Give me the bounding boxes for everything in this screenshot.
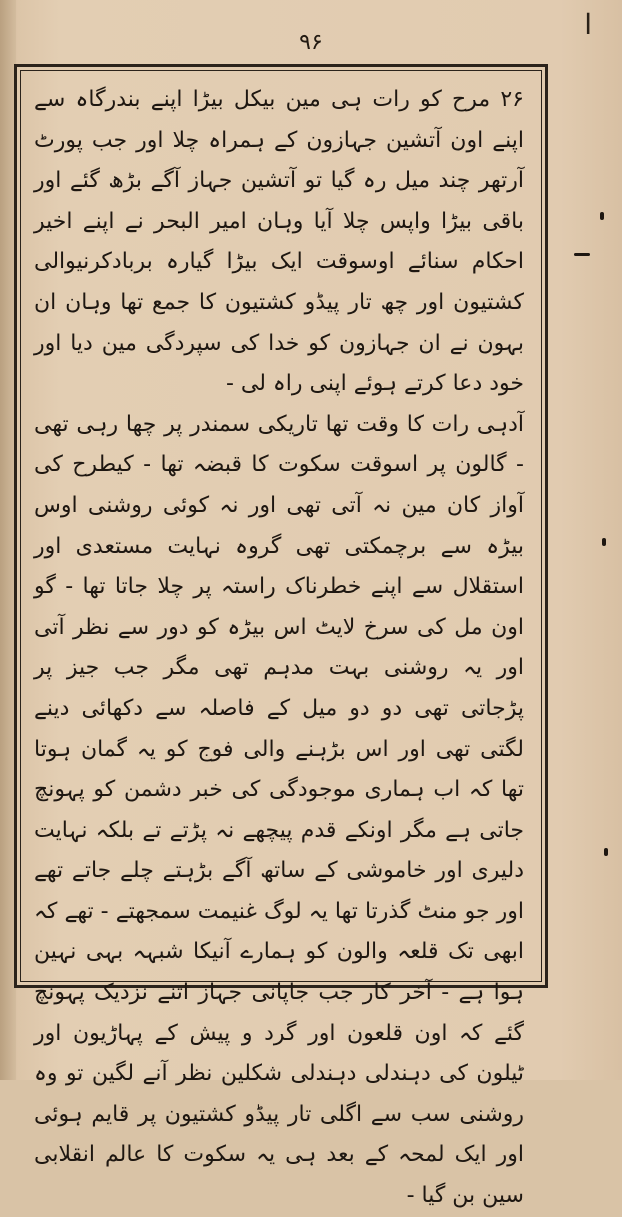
margin-mark — [602, 538, 606, 546]
margin-mark — [604, 848, 608, 856]
paragraph-2: آدہی رات کا وقت تھا تاریکی سمندر پر چھا رہی تھی - گالون پر اسوقت سکوت کا قبضہ تھا - کیطرح کی آواز کان مین نہ آتی تھی اور نہ کوئی روشنی اوس بیڑہ سے برچمکتی تھی گروہ نہایت مستعدی اور استقلال سے اپنے خطرناک راستہ پر چلا جاتا تھا - گو اون مل کی سرخ لایٹ اس بیڑہ کو دور سے نظر آتی اور یہ روشنی بہت مدہم تھی مگر جب جیز پر پڑجاتی تھی دو دو میل کے فاصلہ سے دکھائی دینے لگتی تھی اور اس بڑہنے والی فوج کو یہ گمان ہوتا تھا کہ اب ہماری موجودگی کی خبر دشمن کو پہونچ جاتی ہے مگر اونکے قدم پیچھے نہ پڑتے تے بلکہ نہایت دلیری اور خاموشی کے ساتھ آگے بڑہتے چلے جاتے تھے اور جو منٹ گذرتا تھا یہ لوگ غنیمت سمجھتے - تھے کہ ابھی تک قلعہ والون کو ہمارے آنیکا شبہہ بہی نہین ہوا ہے - آخر کار جب جاپانی جہاز اتنے نزدیک پہونچ گئے کہ اون قلعون اور گرد و پیش کے پہاڑیون اور ٹیلون کی دہندلی دہندلی شکلین نظر آنے لگین تو وہ روشنی سب سے اگلی تار پیڈو کشتیون پر قایم ہوئی اور ایک لمحہ کے بعد ہی یہ سکوت کا عالم انقلابی سین بن گیا - — [34, 411, 524, 1209]
page-number: ۹۶ — [299, 30, 323, 55]
body-text — [34, 80, 524, 1217]
corner-mark: ا — [584, 8, 592, 41]
margin-mark — [574, 253, 590, 256]
margin-mark — [600, 212, 604, 220]
paragraph-1: ۲۶ مرح کو رات ہی مین بیکل بیڑا اپنے بندرگاہ سے اپنے اون آتشین جہازون کے ہمراہ چلا اور جب پورٹ آرتھر چند میل رہ گیا تو آتشین جہاز آگے بڑھ گئے اور باقی بیڑا واپس چلا آیا وہان امیر البحر نے اپنے اخیر احکام سنائے اوسوقت ایک بیڑا گیارہ بربادکرنیوالی کشتیون اور چھ تار پیڈو کشتیون کا جمع تھا وہان ان بہون نے ان جہازون کو خدا کی سپردگی مین دیا اور خود دعا کرتے ہوئے اپنی راہ لی - — [34, 87, 524, 397]
